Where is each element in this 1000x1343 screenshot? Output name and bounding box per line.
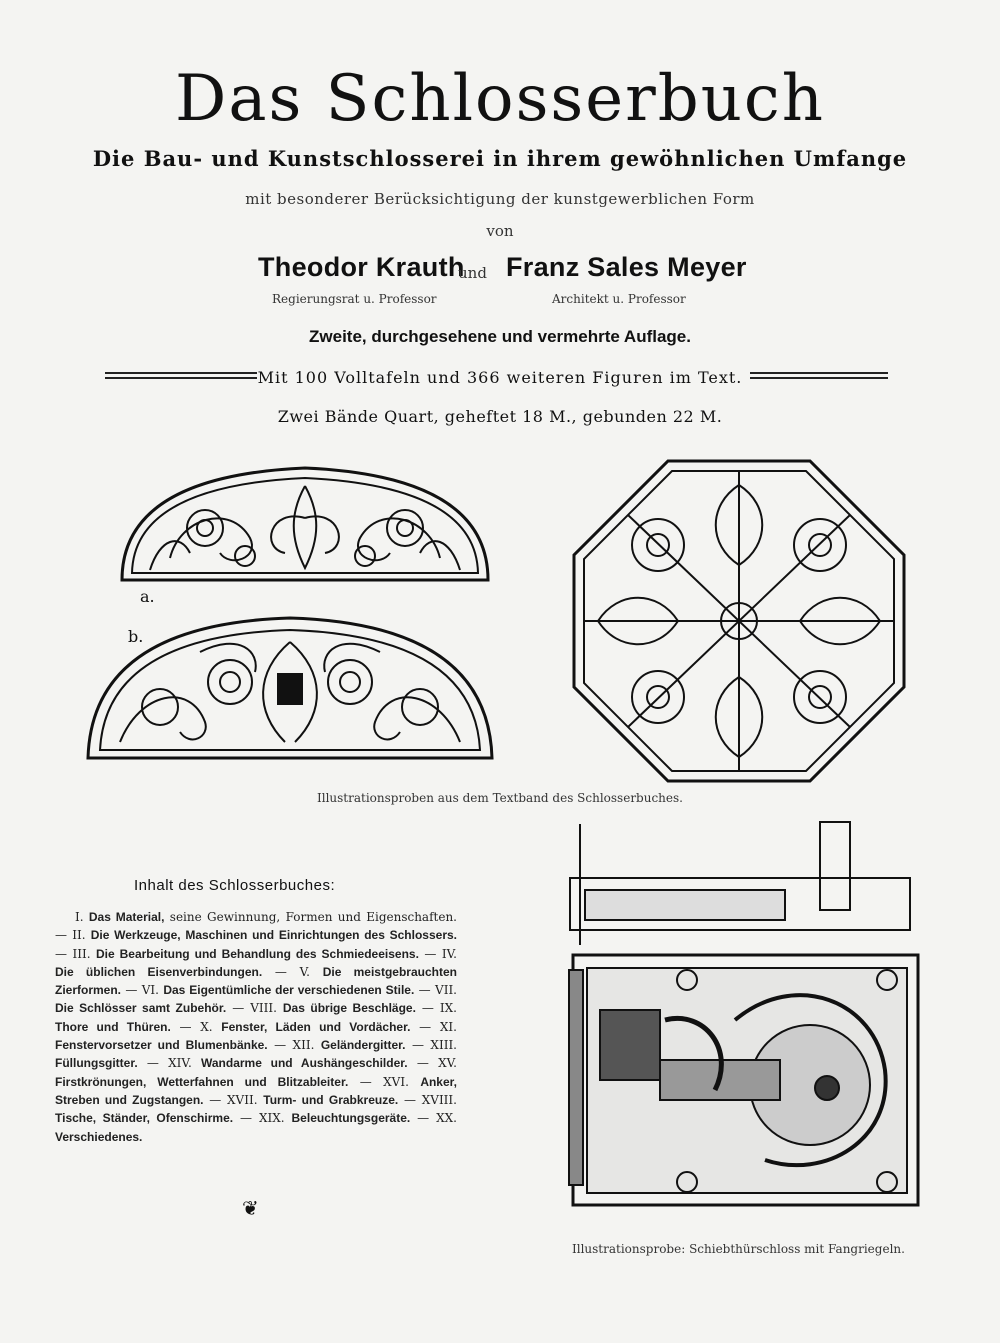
contents-entry-title: Anker, Streben und Zugstangen. <box>55 1074 457 1107</box>
author-krauth: Theodor Krauth <box>258 252 465 282</box>
contents-entry-rest: — <box>203 1092 228 1107</box>
contents-entry-rest: — <box>267 1038 293 1053</box>
contents-entry-number: XVII. <box>227 1092 264 1107</box>
contents-entry-rest: — <box>226 1001 251 1016</box>
octagon-grille-illustration <box>568 455 910 787</box>
author-meyer: Franz Sales Meyer <box>506 252 747 282</box>
contents-entry-rest: — <box>121 983 142 998</box>
contents-entry-number: I. <box>75 910 89 924</box>
by-label: von <box>486 222 514 240</box>
contents-entry <box>72 947 441 961</box>
contents-entry-title: Tische, Ständer, Ofenschirme. <box>55 1111 234 1126</box>
contents-entry-title: Fenster, Läden und Vordächer. <box>221 1019 411 1034</box>
double-rule-right <box>750 372 888 379</box>
contents-entry-number: V. <box>299 964 323 979</box>
contents-entry-title: Das Material, <box>88 910 165 924</box>
contents-entry-title: Die üblichen Eisenverbindungen. <box>55 964 263 979</box>
contents-entry-rest: — <box>415 1001 440 1016</box>
contents-entry-rest: — <box>348 1074 384 1089</box>
contents-entry-title: Thore und Thüren. <box>55 1019 171 1034</box>
contents-entry-rest: — <box>170 1019 201 1034</box>
contents-entry-title: Das übrige Beschläge. <box>282 1001 416 1016</box>
contents-entry-number: X. <box>200 1019 222 1034</box>
contents-entry-title: Das Eigentümliche der verschiedenen Stile. <box>163 983 415 998</box>
contents-entry-number: XIII. <box>430 1038 457 1053</box>
contents-entry <box>293 1038 431 1052</box>
contents-entry-title: Turm- und Grabkreuze. <box>263 1092 399 1107</box>
contents-entry-rest: — <box>410 1019 440 1034</box>
contents-entry-title: Beleuchtungsgeräte. <box>291 1111 411 1126</box>
book-subtitle: Die Bau- und Kunstschlosserei in ihrem gewöhnlichen Umfange <box>92 146 908 171</box>
contents-entry-title: Firstkrönungen, Wetterfahnen und Blitzableiter. <box>55 1074 349 1089</box>
contents-entry-title: Fenstervorsetzer und Blumenbänke. <box>55 1038 268 1053</box>
plates-note: Mit 100 Volltafeln und 366 weiteren Figuren im Text. <box>257 368 743 387</box>
contents-list <box>55 908 457 1146</box>
author-meyer-role: Architekt u. Professor <box>552 292 686 306</box>
contents-entry-rest: — <box>407 1056 439 1071</box>
contents-entry-rest: — <box>405 1038 431 1053</box>
contents-entry-number: XX. <box>436 1111 457 1126</box>
lock-illustration <box>565 820 925 1238</box>
contents-entry-rest: — <box>418 946 442 961</box>
contents-entry-title: Die meistgebrauchten Zierformen. <box>55 964 457 998</box>
contents-entry-rest: — <box>137 1056 169 1071</box>
contents-entry <box>142 983 435 997</box>
contents-entry-title: Die Bearbeitung und Behandlung des Schmiedeeisens. <box>95 946 419 961</box>
contents-entry-number: VI. <box>141 983 164 998</box>
contents-entry <box>259 1111 436 1125</box>
contents-entry-number: IX. <box>439 1001 457 1016</box>
and-label: und <box>458 264 487 282</box>
contents-entry <box>168 1056 438 1070</box>
label-a: a. <box>140 587 155 606</box>
contents-entry-title: Die Schlösser samt Zubehör. <box>55 1001 227 1016</box>
subtitle-note: mit besonderer Berücksichtigung der kunstgewerblichen Form <box>245 190 755 208</box>
contents-entry-rest: — <box>410 1111 437 1126</box>
contents-entry-number: XIX. <box>258 1111 292 1126</box>
grille-illustration-b <box>80 612 500 764</box>
contents-entry-rest: — <box>233 1111 259 1126</box>
contents-entry-title: Geländergitter. <box>320 1038 406 1053</box>
contents-entry-number: XV. <box>438 1056 457 1071</box>
contents-entry-number: VII. <box>435 983 457 998</box>
book-title: Das Schlosserbuch <box>175 62 825 136</box>
contents-entry <box>200 1020 440 1034</box>
contents-entry-number: XI. <box>439 1019 457 1034</box>
grille-illustration-a <box>110 458 500 608</box>
contents-entry-rest: — <box>55 946 73 961</box>
edition-note: Zweite, durchgesehene und vermehrte Auflage. <box>309 327 691 346</box>
label-b: b. <box>128 627 144 646</box>
contents-entry-number: III. <box>72 946 96 961</box>
caption-illustrations: Illustrationsproben aus dem Textband des Schlosserbuches. <box>317 791 683 805</box>
contents-entry-title: Die Werkzeuge, Maschinen und Einrichtungen des Schlossers. <box>90 928 457 943</box>
contents-entry-number: II. <box>72 928 91 943</box>
contents-entry-number: IV. <box>441 946 457 961</box>
caption-lock: Illustrationsprobe: Schiebthürschloss mit Fangriegeln. <box>572 1242 905 1256</box>
contents-entry-title: Füllungsgitter. <box>55 1056 138 1071</box>
price-note: Zwei Bände Quart, geheftet 18 M., gebunden 22 M. <box>277 407 723 426</box>
author-krauth-role: Regierungsrat u. Professor <box>272 292 437 306</box>
fleuron-icon: ❦ <box>242 1196 259 1220</box>
contents-entry <box>250 1001 440 1015</box>
contents-entry-title: Wandarme und Aushängeschilder. <box>201 1056 408 1071</box>
contents-heading: Inhalt des Schlosserbuches: <box>134 877 336 894</box>
contents-entry-number: XIV. <box>168 1056 201 1071</box>
contents-entry <box>227 1093 422 1107</box>
contents-entry-number: XVIII. <box>421 1092 457 1107</box>
contents-entry-rest: — <box>414 983 436 998</box>
contents-entry-rest: seine Gewinnung, Formen und Eigenschaften. — <box>55 910 457 943</box>
contents-entry-number: VIII. <box>250 1001 283 1016</box>
contents-entry-number: XII. <box>292 1038 321 1053</box>
contents-entry-rest: — <box>262 964 300 979</box>
contents-entry-rest: — <box>398 1092 422 1107</box>
contents-entry-number: XVI. <box>383 1074 421 1089</box>
contents-entry-title: Verschiedenes. <box>55 1129 143 1144</box>
